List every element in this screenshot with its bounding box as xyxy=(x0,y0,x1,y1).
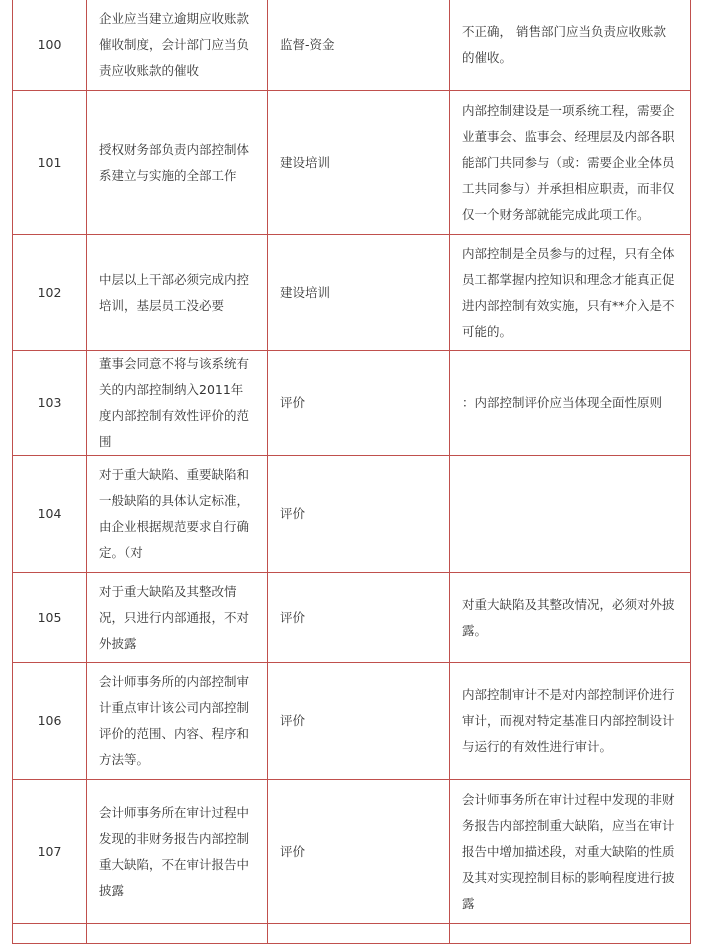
statement-cell: 会计师事务所在审计过程中发现的非财务报告内部控制重大缺陷，不在审计报告中披露 xyxy=(87,780,268,924)
statement-cell: 对于重大缺陷、重要缺陷和一般缺陷的具体认定标准，由企业根据规范要求自行确定。（对 xyxy=(87,456,268,573)
explanation-cell: 内部控制建设是一项系统工程，需要企业董事会、监事会、经理层及内部各职能部门共同参与（或：需要企业全体员工共同参与）并承担相应职责，而非仅仅一个财务部就能完成此项工作。 xyxy=(450,91,691,235)
row-number: 103 xyxy=(13,351,87,456)
explanation-cell: 内部控制审计不是对内部控制评价进行审计，而视对特定基准日内部控制设计与运行的有效性进行审计。 xyxy=(450,663,691,780)
statement-cell: 会计师事务所的内部控制审计重点审计该公司内部控制评价的范围、内容、程序和方法等。 xyxy=(87,663,268,780)
empty-cell xyxy=(13,924,87,944)
row-number: 105 xyxy=(13,573,87,663)
empty-cell xyxy=(268,924,450,944)
table-row-partial xyxy=(13,924,691,944)
category-cell: 评价 xyxy=(268,780,450,924)
statement-cell: 授权财务部负责内部控制体系建立与实施的全部工作 xyxy=(87,91,268,235)
row-number: 104 xyxy=(13,456,87,573)
table-row xyxy=(13,663,691,780)
category-cell: 监督-资金 xyxy=(268,0,450,91)
explanation-cell: ：内部控制评价应当体现全面性原则 xyxy=(450,351,691,456)
table-row xyxy=(13,456,691,573)
row-number: 107 xyxy=(13,780,87,924)
explanation-cell: 对重大缺陷及其整改情况，必须对外披露。 xyxy=(450,573,691,663)
table-row xyxy=(13,91,691,235)
category-cell: 评价 xyxy=(268,573,450,663)
explanation-cell: 不正确， 销售部门应当负责应收账款的催收。 xyxy=(450,0,691,91)
category-cell: 评价 xyxy=(268,456,450,573)
table-row xyxy=(13,573,691,663)
explanation-cell: 会计师事务所在审计过程中发现的非财务报告内部控制重大缺陷，应当在审计报告中增加描述段，对重大缺陷的性质及其对实现控制目标的影响程度进行披露 xyxy=(450,780,691,924)
table-row xyxy=(13,0,691,91)
row-number: 100 xyxy=(13,0,87,91)
statement-cell: 对于重大缺陷及其整改情况，只进行内部通报，不对外披露 xyxy=(87,573,268,663)
category-cell: 建设培训 xyxy=(268,235,450,351)
row-number: 101 xyxy=(13,91,87,235)
explanation-cell xyxy=(450,456,691,573)
row-number: 102 xyxy=(13,235,87,351)
statement-cell: 企业应当建立逾期应收账款催收制度，会计部门应当负责应收账款的催收 xyxy=(87,0,268,91)
statement-cell: 中层以上干部必须完成内控培训，基层员工没必要 xyxy=(87,235,268,351)
table-row xyxy=(13,780,691,924)
category-cell: 评价 xyxy=(268,663,450,780)
statement-cell: 董事会同意不将与该系统有关的内部控制纳入2011年度内部控制有效性评价的范围 xyxy=(87,351,268,456)
table-row xyxy=(13,235,691,351)
table-row xyxy=(13,351,691,456)
category-cell: 评价 xyxy=(268,351,450,456)
row-number: 106 xyxy=(13,663,87,780)
qa-table xyxy=(12,0,691,944)
empty-cell xyxy=(87,924,268,944)
explanation-cell: 内部控制是全员参与的过程，只有全体员工都掌握内控知识和理念才能真正促进内部控制有效实施，只有**介入是不可能的。 xyxy=(450,235,691,351)
empty-cell xyxy=(450,924,691,944)
category-cell: 建设培训 xyxy=(268,91,450,235)
